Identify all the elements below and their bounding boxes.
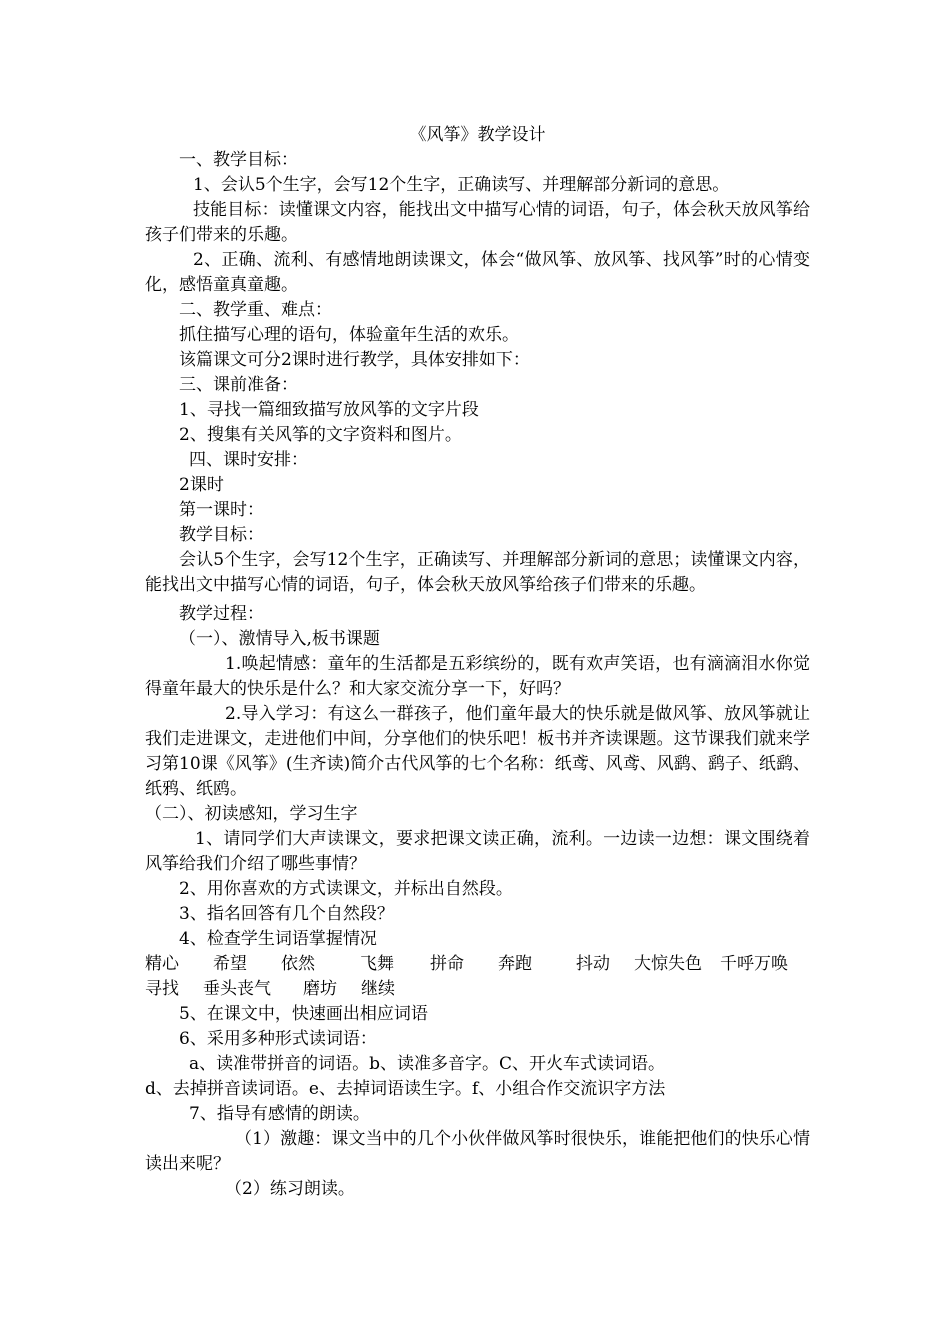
paragraph: 1、寻找一篇细致描写放风筝的文字片段 <box>179 400 479 420</box>
paragraph: 5、在课文中，快速画出相应词语 <box>179 1004 428 1024</box>
vocab-word: 继续 <box>361 979 395 999</box>
section-heading-key-points: 二、教学重、难点： <box>179 300 332 320</box>
paragraph: 2课时 <box>179 475 224 495</box>
section-heading-preparation: 三、课前准备： <box>179 375 298 395</box>
document-body <box>145 123 810 1202</box>
subsection-heading-intro: （一）、激情导入,板书课题 <box>179 629 380 649</box>
paragraph: （1）激趣：课文当中的几个小伙伴做风筝时很快乐，谁能把他们的快乐心情读出来呢？ <box>145 1129 810 1174</box>
paragraph: 7、指导有感情的朗读。 <box>189 1104 370 1124</box>
vocab-word: 希望 <box>213 954 247 974</box>
paragraph: 1、请同学们大声读课文，要求把课文读正确，流利。一边读一边想：课文围绕着风筝给我们介绍了哪些事情？ <box>145 829 810 874</box>
vocab-word: 大惊失色 <box>634 954 702 974</box>
paragraph: 会认5个生字，会写12个生字，正确读写、并理解部分新词的意思；读懂课文内容，能找出文中描写心情的词语，句子，体会秋天放风筝给孩子们带来的乐趣。 <box>145 550 810 595</box>
vocab-row <box>145 952 810 977</box>
document-title: 《风筝》教学设计 <box>409 125 546 145</box>
paragraph: 教学目标： <box>179 525 264 545</box>
vocab-word: 依然 <box>281 954 315 974</box>
paragraph: 2.导入学习：有这么一群孩子，他们童年最大的快乐就是做风筝、放风筝就让我们走进课文，走进他们中间，分享他们的快乐吧！板书并齐读课题。这节课我们就来学习第10课《风筝》(生齐读)简介古代风筝的七个名称：纸鸢、风鸢、风鹞、鹞子、纸鹞、纸鸦、纸鸥。 <box>145 704 810 799</box>
paragraph: 该篇课文可分2课时进行教学，具体安排如下： <box>179 350 530 370</box>
section-heading-process: 教学过程： <box>179 604 264 624</box>
paragraph: 1、会认5个生字，会写12个生字，正确读写、并理解部分新词的意思。 <box>193 175 730 195</box>
subsection-heading-reading: （二）、初读感知，学习生字 <box>145 804 358 824</box>
paragraph: 抓住描写心理的语句，体验童年生活的欢乐。 <box>179 325 519 345</box>
vocab-word: 拼命 <box>430 954 464 974</box>
paragraph: 技能目标：读懂课文内容，能找出文中描写心情的词语，句子，体会秋天放风筝给孩子们带来的乐趣。 <box>145 200 810 245</box>
vocab-word: 抖动 <box>576 954 610 974</box>
section-heading-schedule: 四、课时安排： <box>189 450 308 470</box>
paragraph: 6、采用多种形式读词语： <box>179 1029 377 1049</box>
paragraph: d、去掉拼音读词语。e、去掉词语读生字。f、小组合作交流识字方法 <box>145 1079 666 1099</box>
vocab-word: 千呼万唤 <box>720 954 788 974</box>
paragraph: 4、检查学生词语掌握情况 <box>179 929 377 949</box>
paragraph: 2、搜集有关风筝的文字资料和图片。 <box>179 425 462 445</box>
section-heading-objectives: 一、教学目标： <box>179 150 298 170</box>
paragraph: （2）练习朗读。 <box>225 1179 355 1199</box>
paragraph: 第一课时： <box>179 500 264 520</box>
vocab-row <box>145 977 810 1002</box>
paragraph: 3、指名回答有几个自然段？ <box>179 904 394 924</box>
vocab-word: 飞舞 <box>360 954 394 974</box>
paragraph: 2、用你喜欢的方式读课文，并标出自然段。 <box>179 879 513 899</box>
paragraph: a、读准带拼音的词语。b、读准多音字。C、开火车式读词语。 <box>189 1054 666 1074</box>
vocab-word: 垂头丧气 <box>203 979 271 999</box>
paragraph: 2、正确、流利、有感情地朗读课文，体会“做风筝、放风筝、找风筝”时的心情变化，感悟童真童趣。 <box>145 250 810 295</box>
vocab-word: 寻找 <box>145 979 179 999</box>
vocab-word: 磨坊 <box>303 979 337 999</box>
vocab-word: 奔跑 <box>498 954 532 974</box>
paragraph: 1.唤起情感：童年的生活都是五彩缤纷的，既有欢声笑语，也有滴滴泪水你觉得童年最大的快乐是什么？和大家交流分享一下，好吗？ <box>145 654 810 699</box>
vocab-word: 精心 <box>145 954 179 974</box>
